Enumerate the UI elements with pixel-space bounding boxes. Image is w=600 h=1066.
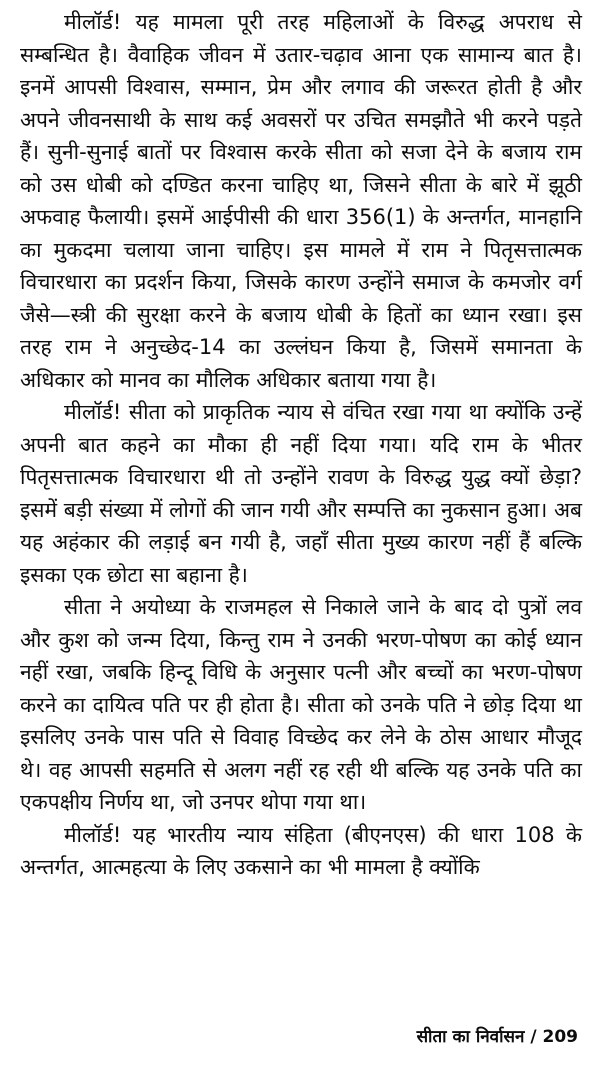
paragraph-2: मीलॉर्ड! सीता को प्राकृतिक न्याय से वंचित रखा गया था क्योंकि उन्हें अपनी बात कहने का मौका ही नहीं दिया गया। यदि राम के भीतर पितृसत्तात्मक विचारधारा थी तो उन्होंने रावण के विरुद्ध युद्ध क्यों छेड़ा? इसमें बड़ी संख्या में लोगों की जान गयी और सम्पत्ति का नुकसान हुआ। अब यह अहंकार की लड़ाई बन गयी है, जहाँ सीता मुख्य कारण नहीं हैं बल्कि इसका एक छोटा सा बहाना है। <box>20 400 582 587</box>
running-footer: सीता का निर्वासन / 209 <box>416 1027 578 1047</box>
paragraph-4: मीलॉर्ड! यह भारतीय न्याय संहिता (बीएनएस) की धारा 108 के अन्तर्गत, आत्महत्या के लिए उकसाने का भी मामला है क्योंकि <box>20 822 582 879</box>
paragraph-3: सीता ने अयोध्या के राजमहल से निकाले जाने के बाद दो पुत्रों लव और कुश को जन्म दिया, किन्तु राम ने उनकी भरण-पोषण का कोई ध्यान नहीं रखा, जबकि हिन्दू विधि के अनुसार पत्नी और बच्चों का भरण-पोषण करने का दायित्व पति पर ही होता है। सीता को उनके पति ने छोड़ दिया था इसलिए उनके पास पति से विवाह विच्छेद कर लेने के ठोस आधार मौजूद थे। वह आपसी सहमति से अलग नहीं रह रही थी बल्कि यह उनके पति का एकपक्षीय निर्णय था, जो उनपर थोपा गया था। <box>20 595 582 814</box>
page-body <box>20 6 582 884</box>
paragraph-1: मीलॉर्ड! यह मामला पूरी तरह महिलाओं के विरुद्ध अपराध से सम्बन्धित है। वैवाहिक जीवन में उतार-चढ़ाव आना एक सामान्य बात है। इनमें आपसी विश्वास, सम्मान, प्रेम और लगाव की जरूरत होती है और अपने जीवनसाथी के साथ कई अवसरों पर उचित समझौते भी करने पड़ते हैं। सुनी-सुनाई बातों पर विश्वास करके सीता को सजा देने के बजाय राम को उस धोबी को दण्डित करना चाहिए था, जिसने सीता के बारे में झूठी अफवाह फैलायी। इसमें आईपीसी की धारा 356(1) के अन्तर्गत, मानहानि का मुकदमा चलाया जाना चाहिए। इस मामले में राम ने पितृसत्तात्मक विचारधारा का प्रदर्शन किया, जिसके कारण उन्होंने समाज के कमजोर वर्ग जैसे—स्त्री की सुरक्षा करने के बजाय धोबी के हितों का ध्यान रखा। इस तरह राम ने अनुच्छेद-14 का उल्लंघन किया है, जिसमें समानता के अधिकार को मानव का मौलिक अधिकार बताया गया है। <box>20 10 582 392</box>
